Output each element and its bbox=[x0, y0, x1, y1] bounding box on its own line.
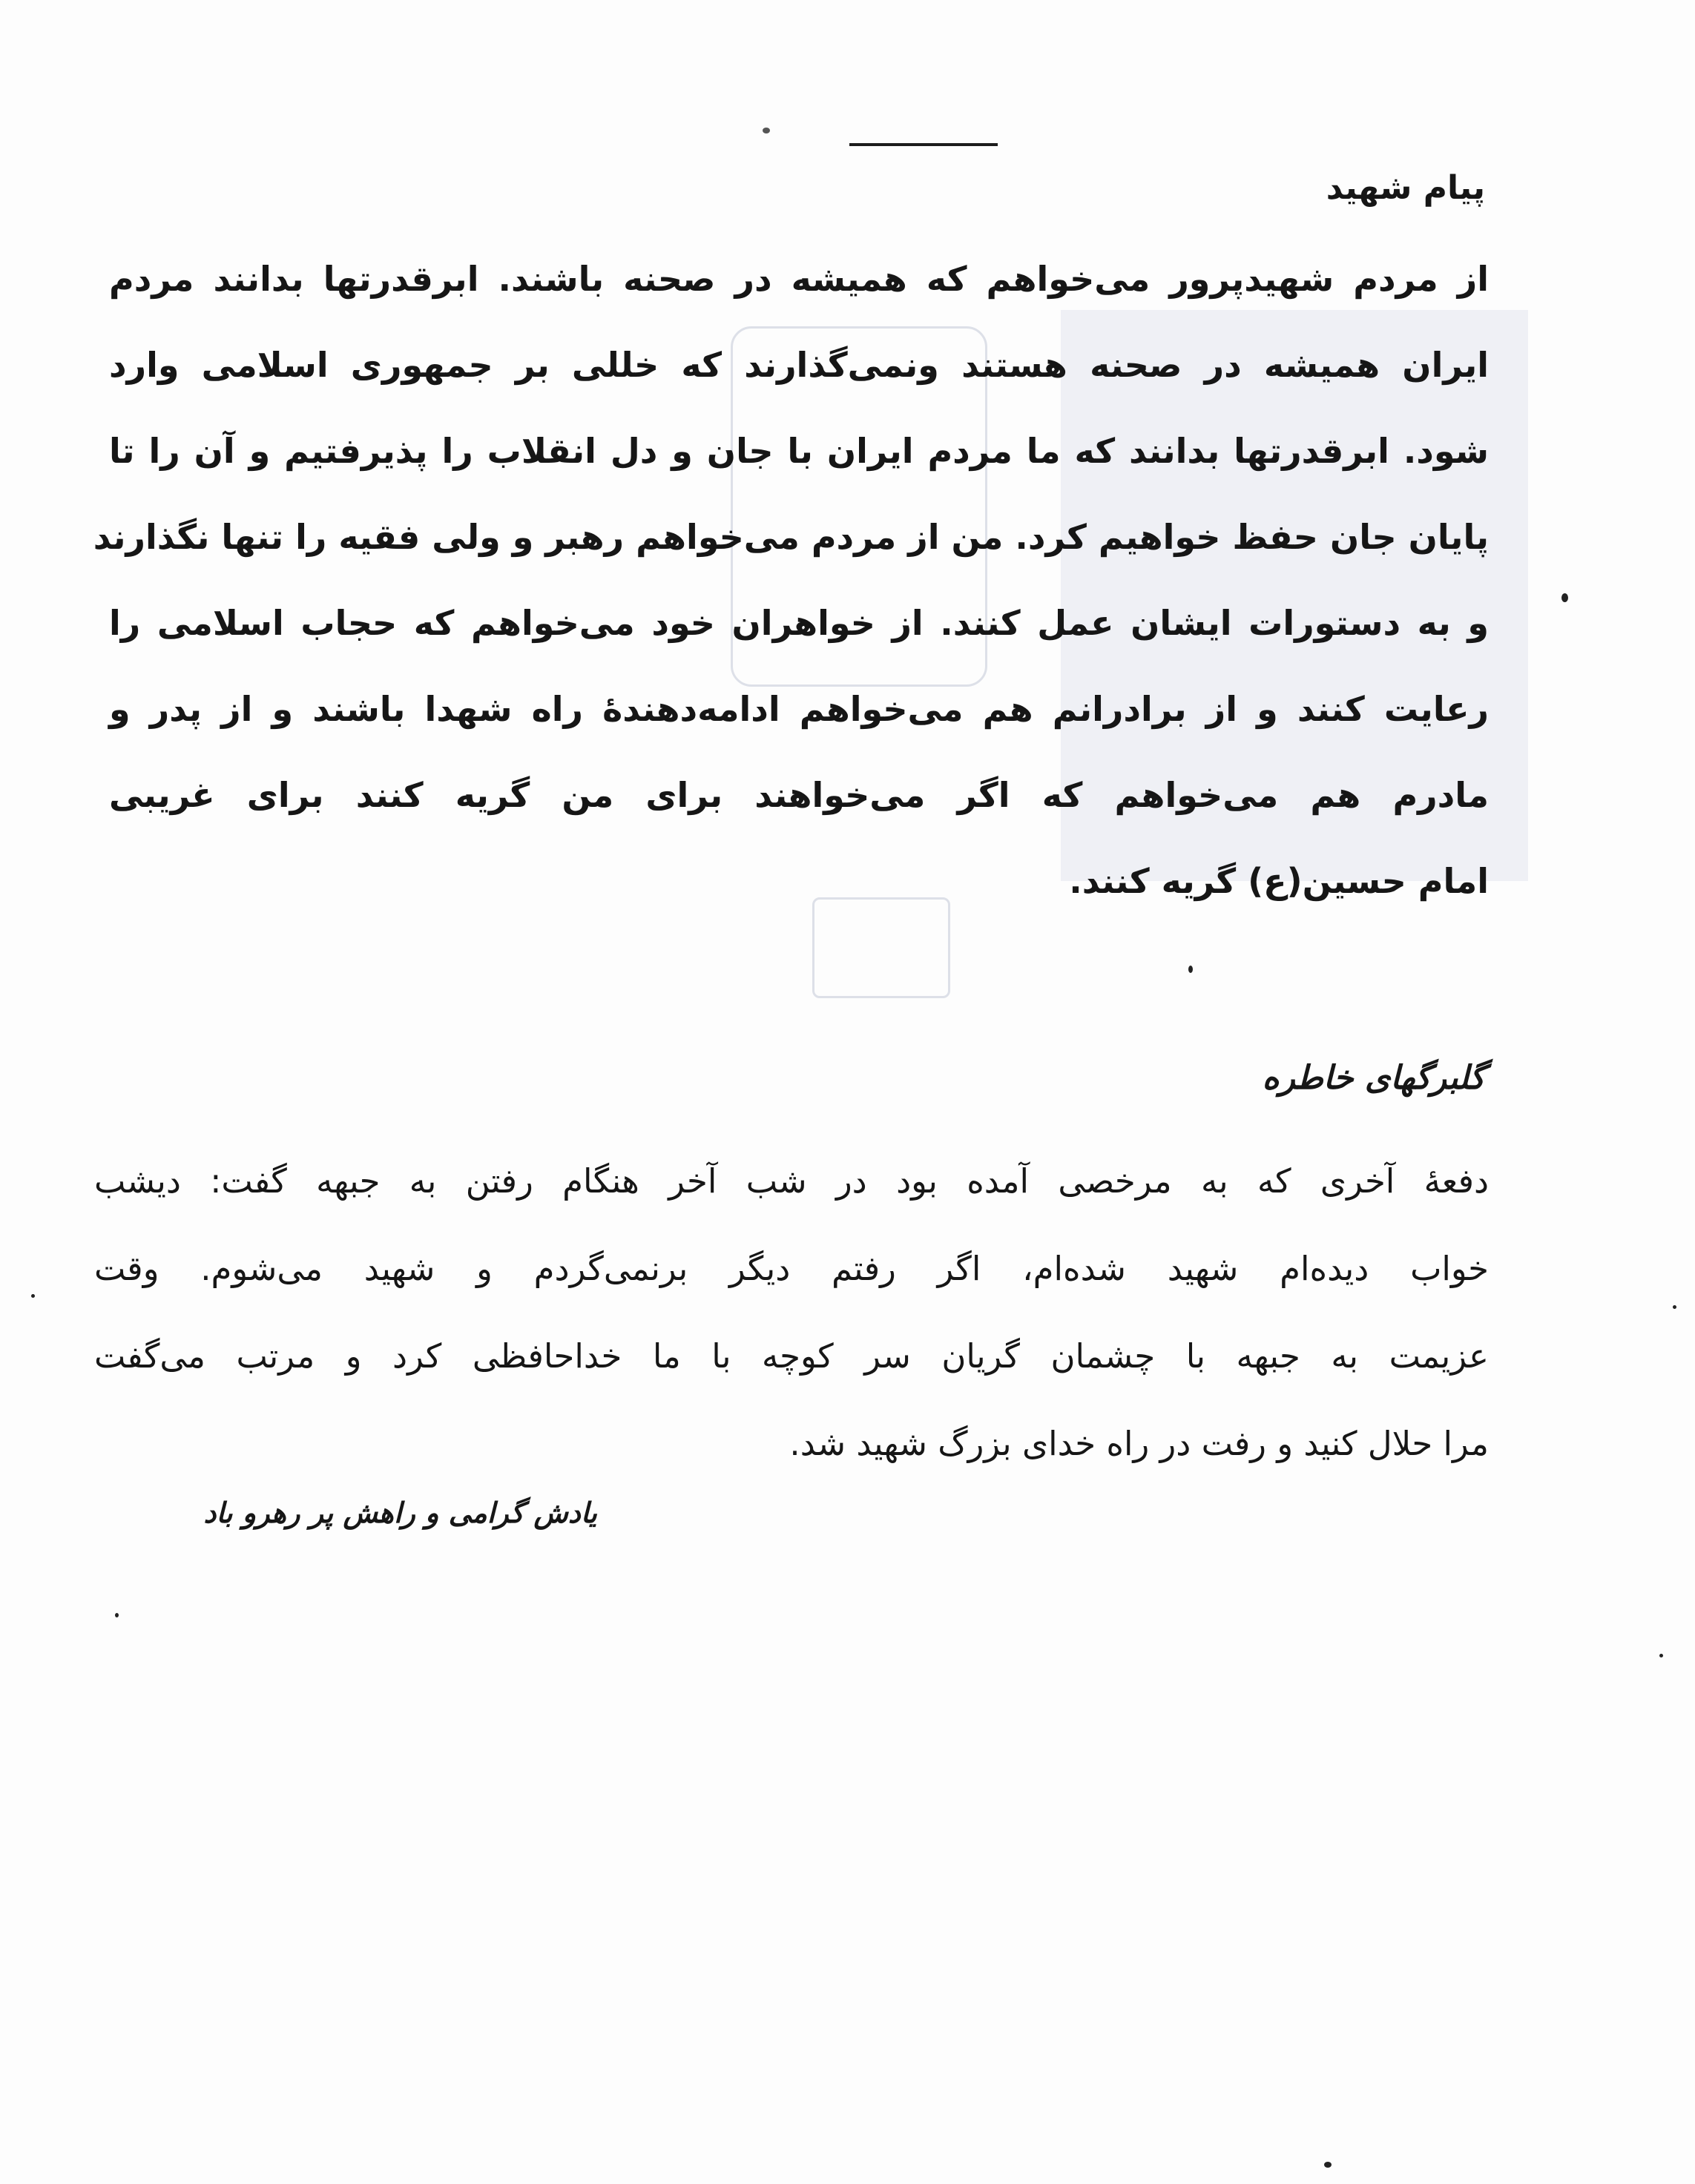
message-line: از مردم شهیدپرور می‌خواهم که همیشه در صحنه باشند. ابرقدرتها بدانند مردم bbox=[109, 259, 1489, 299]
message-paragraph bbox=[93, 236, 1489, 924]
ink-speck bbox=[763, 128, 770, 133]
ink-speck bbox=[31, 1294, 35, 1298]
message-line: ایران همیشه در صحنه هستند ونمی‌گذارند که خللی بر جمهوری اسلامی وارد bbox=[109, 345, 1489, 385]
ink-speck bbox=[115, 1613, 119, 1617]
closing-line: یادش گرامی و راهش پر رهرو باد bbox=[203, 1497, 597, 1529]
memory-line: مرا حلال کنید و رفت در راه خدای بزرگ شهید شد. bbox=[789, 1424, 1489, 1463]
message-line: امام حسین(ع) گریه کنند. bbox=[1069, 861, 1489, 901]
memory-line: عزیمت به جبهه با چشمان گریان سر کوچه با ما خداحافظی کرد و مرتب می‌گفت bbox=[94, 1336, 1489, 1376]
message-line: پایان جان حفظ خواهیم کرد. من از مردم می‌خواهم رهبر و ولی فقیه را تنها نگذارند bbox=[93, 517, 1489, 557]
message-line: رعایت کنند و از برادرانم هم می‌خواهم ادامه‌دهندهٔ راه شهدا باشند و از پدر و bbox=[109, 689, 1489, 729]
ink-speck bbox=[1561, 593, 1568, 602]
message-line: و به دستورات ایشان عمل کنند. از خواهران خود می‌خواهم که حجاب اسلامی را bbox=[109, 603, 1489, 643]
ink-speck bbox=[1324, 2162, 1332, 2168]
ink-speck bbox=[1673, 1305, 1676, 1309]
message-line: مادرم هم می‌خواهم که اگر می‌خواهند برای من گریه کنند برای غریبی bbox=[109, 775, 1489, 815]
message-line: شود. ابرقدرتها بدانند که ما مردم ایران با جان و دل انقلاب را پذیرفتیم و آن را تا bbox=[109, 431, 1489, 471]
top-divider bbox=[849, 143, 998, 146]
memory-line: دفعهٔ آخری که به مرخصی آمده بود در شب آخر هنگام رفتن به جبهه گفت: دیشب bbox=[94, 1161, 1489, 1201]
ink-speck bbox=[1188, 966, 1193, 973]
section-heading-message: پیام شهید bbox=[1326, 169, 1485, 207]
memory-paragraph bbox=[94, 1138, 1489, 1488]
ink-speck bbox=[1659, 1654, 1663, 1657]
memory-line: خواب دیده‌ام شهید شده‌ام، اگر رفتم دیگر برنمی‌گردم و شهید می‌شوم. وقت bbox=[94, 1249, 1489, 1288]
section-heading-memory: گلبرگهای خاطره bbox=[1262, 1059, 1485, 1097]
